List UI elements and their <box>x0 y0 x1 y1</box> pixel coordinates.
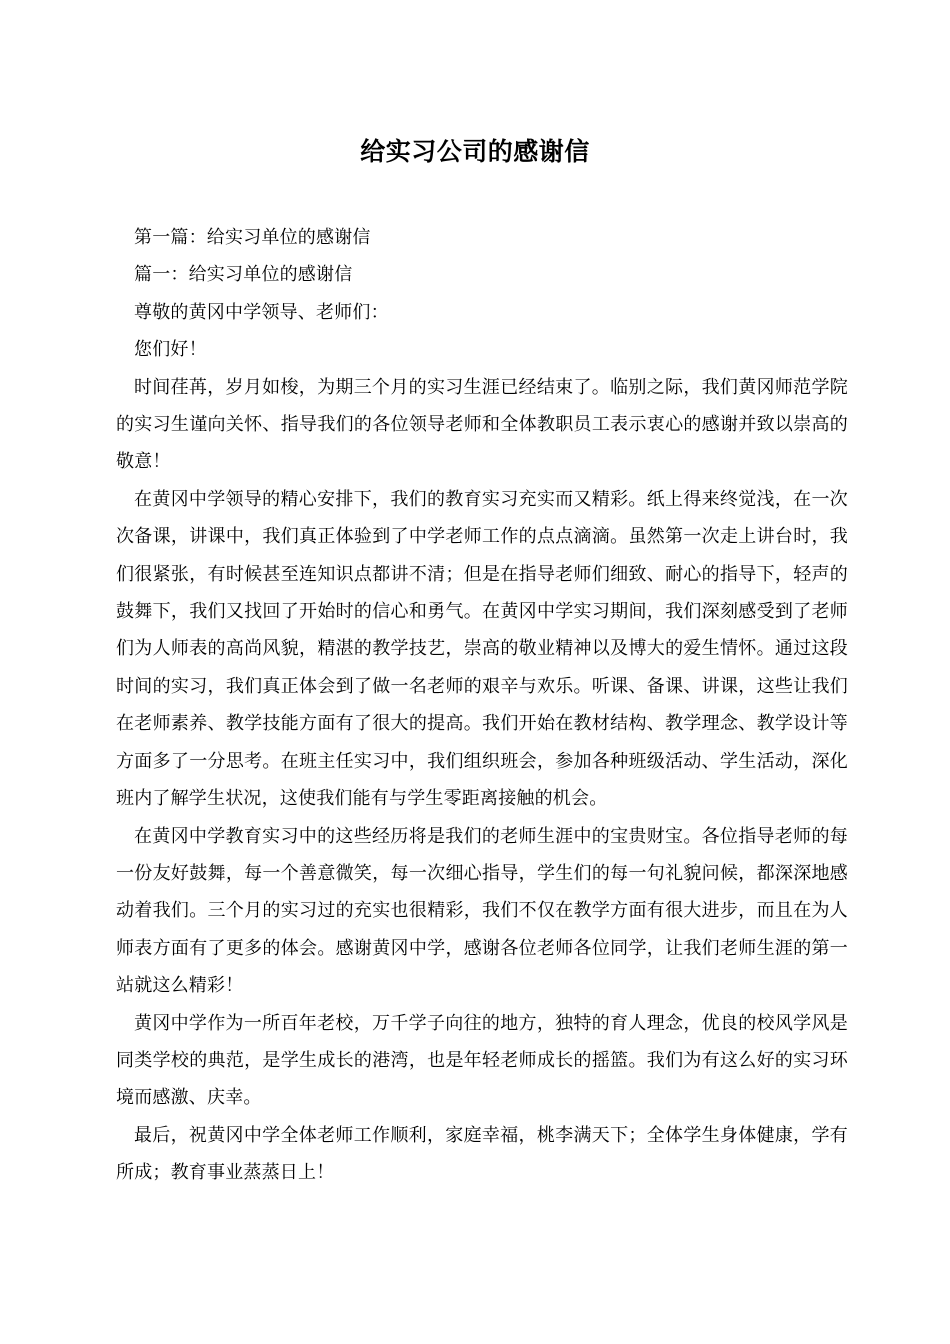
paragraph-salutation: 尊敬的黄冈中学领导、老师们： <box>134 301 389 323</box>
paragraph-body: 黄冈中学作为一所百年老校，万千学子向往的地方，独特的育人理念，优良的校风学风是同类学校的典范，是学生成长的港湾，也是年轻老师成长的摇篮。我们为有这么好的实习环境而感激、庆幸。 <box>116 1012 848 1109</box>
paragraph-body: 在黄冈中学领导的精心安排下，我们的教育实习充实而又精彩。纸上得来终觉浅，在一次次备课，讲课中，我们真正体验到了中学老师工作的点点滴滴。虽然第一次走上讲台时，我们很紧张，有时候甚至连知识点都讲不清；但是在指导老师们细致、耐心的指导下，轻声的鼓舞下，我们又找回了开始时的信心和勇气。在黄冈中学实习期间，我们深刻感受到了老师们为人师表的高尚风貌，精湛的教学技艺，崇高的敬业精神以及博大的爱生情怀。通过这段时间的实习，我们真正体会到了做一名老师的艰辛与欢乐。听课、备课、讲课，这些让我们在老师素养、教学技能方面有了很大的提高。我们开始在教材结构、教学理念、教学设计等方面多了一分思考。在班主任实习中，我们组织班会，参加各种班级活动、学生活动，深化班内了解学生状况，这使我们能有与学生零距离接触的机会。 <box>116 488 848 810</box>
paragraph-body: 在黄冈中学教育实习中的这些经历将是我们的老师生涯中的宝贵财宝。各位指导老师的每一份友好鼓舞，每一个善意微笑，每一次细心指导，学生们的每一句礼貌问候，都深深地感动着我们。三个月的实习过的充实也很精彩，我们不仅在教学方面有很大进步，而且在为人师表方面有了更多的体会。感谢黄冈中学，感谢各位老师各位同学，让我们老师生涯的第一站就这么精彩！ <box>116 825 848 997</box>
document-body <box>116 219 848 1192</box>
document-title: 给实习公司的感谢信 <box>360 137 590 166</box>
paragraph-body: 时间荏苒，岁月如梭，为期三个月的实习生涯已经结束了。临别之际，我们黄冈师范学院的实习生谨向关怀、指导我们的各位领导老师和全体教职员工表示衷心的感谢并致以崇高的敬意！ <box>116 376 848 473</box>
paragraph-chapter-heading: 第一篇：给实习单位的感谢信 <box>134 227 371 248</box>
paragraph-greeting: 您们好！ <box>134 339 207 361</box>
paragraph-section-heading: 篇一：给实习单位的感谢信 <box>134 264 353 286</box>
paragraph-closing: 最后，祝黄冈中学全体老师工作顺利，家庭幸福，桃李满天下；全体学生身体健康，学有所成；教育事业蒸蒸日上！ <box>116 1124 848 1184</box>
